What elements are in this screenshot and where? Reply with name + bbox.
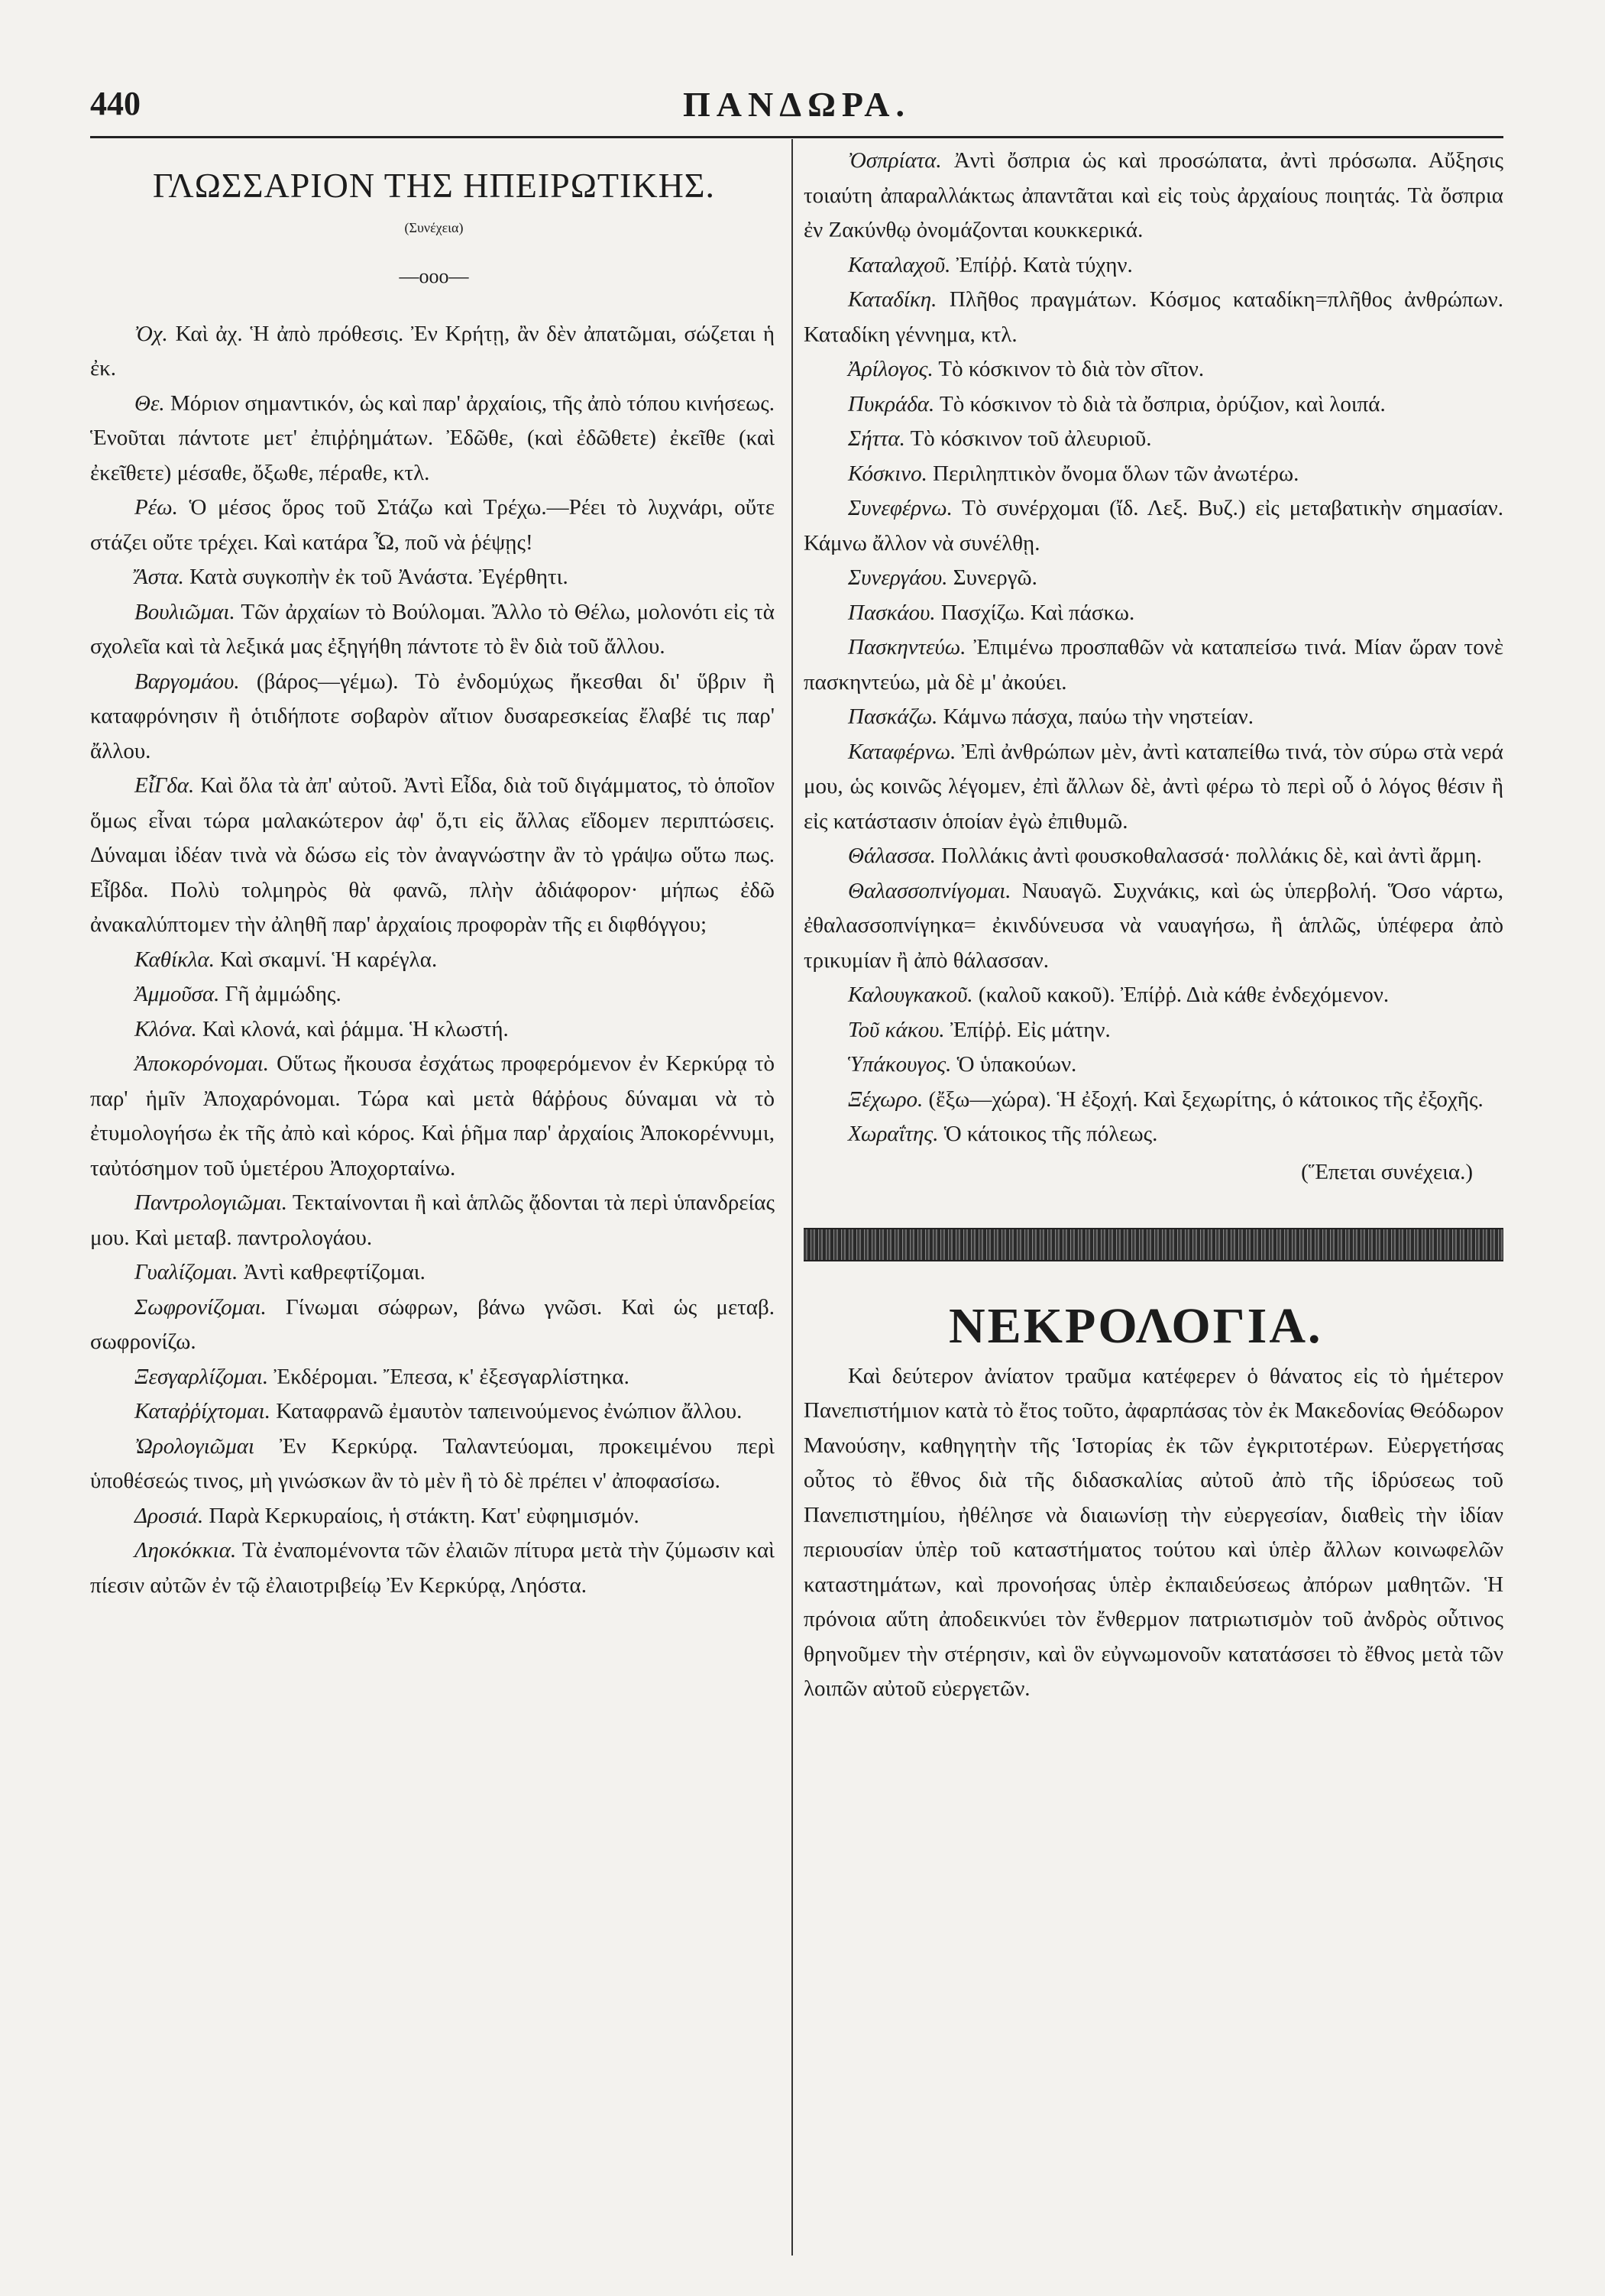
glossary-entry — [90, 1012, 778, 1048]
entry-lemma: Πυκράδα. — [848, 391, 935, 416]
glossary-entry — [90, 317, 778, 387]
entry-definition: (βάρος—γέμω). Τὸ ἐνδομύχως ἤκεσθαι δι' ὕβριν ἢ καταφρόνησιν ἢ ὁτιδήποτε σοβαρὸν αἴτιον δυσαρεσκείας ἔλαβέ τις παρ' ἄλλου. — [90, 669, 775, 763]
glossary-entry — [90, 665, 778, 769]
entry-lemma: Ἀρίλογος. — [848, 357, 934, 381]
glossary-entry — [804, 1013, 1503, 1048]
glossary-entry — [90, 769, 778, 943]
glossary-entry — [804, 630, 1503, 700]
entry-definition: Ναυαγῶ. Συχνάκις, καὶ ὡς ὑπερβολή. Ὅσο νάρτω, ἐθαλασσοπνίγηκα= ἐκινδύνευσα νὰ ναυαγήσω, ἢ ἁπλῶς, ὑπέφερα ἀπὸ τρικυμίαν ἢ ἀπὸ θάλασσαν. — [804, 878, 1503, 973]
entry-definition: Τὸ συνέρχομαι (ἴδ. Λεξ. Βυζ.) εἰς μεταβατικὴν σημασίαν. Κάμνω ἄλλον νὰ συνέλθῃ. — [804, 496, 1503, 555]
entry-definition: (ἔξω—χώρα). Ἡ ἐξοχή. Καὶ ξεχωρίτης, ὁ κάτοικος τῆς ἐξοχῆς. — [923, 1086, 1484, 1112]
glossary-entry — [804, 422, 1503, 457]
entry-definition: Πλῆθος πραγμάτων. Κόσμος καταδίκη=πλῆθος ἀνθρώπων. Καταδίκη γέννημα, κτλ. — [804, 287, 1503, 347]
entry-definition: Ὁ κάτοικος τῆς πόλεως. — [938, 1122, 1158, 1146]
entry-lemma: Γυαλίζομαι. — [134, 1260, 238, 1284]
obituary-text: Καὶ δεύτερον ἀνίατον τραῦμα κατέφερεν ὁ θάνατος εἰς τὸ ἡμέτερον Πανεπιστήμιον κατὰ τὸ ἔτος τοῦτο, ἀφαρπάσας τὸν ἐκ Μακεδονίας Θεόδωρον Μανούσην, καθηγητὴν τῆς Ἱστορίας ἐκ τῶν ἐγκριτοτέρων. Εὐεργετήσας οὗτος τὸ ἔθνος διὰ τῆς διδασκαλίας αὐτοῦ ἀπὸ τῆς ἱδρύσεως τοῦ Πανεπιστημίου, ἠθέλησε νὰ διαιωνίσῃ τὴν εὐεργεσίαν, διαθεὶς τὴν ἰδίαν περιουσίαν ὑπὲρ τοῦ καταστήματος τούτου καὶ ὑπὲρ ἄλλων κοινωφελῶν καταστημάτων, καὶ προνοήσας ὑπὲρ ἐκπαιδεύσεως ἀπόρων μαθητῶν. Ἡ πρόνοια αὕτη ἀποδεικνύει τὸν ἔνθερμον πατριωτισμὸν τοῦ ἀνδρὸς οὗτινος θρηνοῦμεν τὴν στέρησιν, καὶ ὃν εὐγνωμονοῦν κατατάσσει τὸ ἔθνος μετὰ τῶν λοιπῶν αὐτοῦ εὐεργετῶν. — [804, 1363, 1503, 1701]
entry-definition: Ἀντὶ καθρεφτίζομαι. — [238, 1260, 426, 1284]
glossary-entry — [90, 1290, 778, 1360]
entry-lemma: Τοῦ κάκου. — [848, 1017, 945, 1042]
entry-lemma: Καταδίκη. — [848, 287, 937, 312]
entry-lemma: Ἄστα. — [134, 565, 184, 589]
entry-definition: Ἀντὶ ὄσπρια ὡς καὶ προσώπατα, ἀντὶ πρόσωπα. Αὔξησις τοιαύτη ἀπαραλλάκτως ἀπαντᾶται καὶ εἰς τοὺς ἀρχαίους ποιητάς. Τὰ ὄσπρια ἐν Ζακύνθῳ ὀνομάζονται κουκκερικά. — [804, 148, 1503, 242]
entry-definition: Ἐκδέρομαι. Ἔπεσα, κ' ἐξεσγαρλίστηκα. — [268, 1364, 629, 1389]
glossary-entry — [804, 144, 1503, 248]
entry-definition: Ὁ ὑπακούων. — [951, 1052, 1077, 1077]
glossary-entry — [804, 1083, 1503, 1118]
entry-lemma: Ὑπάκουγος. — [848, 1052, 952, 1077]
glossary-entry — [804, 596, 1503, 631]
entry-lemma: Καταῤῥίχτομαι. — [134, 1399, 270, 1423]
entry-lemma: Παντρολογιῶμαι. — [134, 1190, 287, 1215]
entry-definition: Ἐπίῤῥ. Εἰς μάτην. — [944, 1017, 1111, 1042]
glossary-entry — [90, 1499, 778, 1534]
glossary-entry — [90, 943, 778, 978]
glossary-entry — [90, 560, 778, 595]
entry-lemma: Ὀσπρίατα. — [848, 148, 942, 173]
entry-lemma: Ξέχωρο. — [848, 1086, 924, 1112]
entry-definition: Τὸ κόσκινον τοῦ ἀλευριοῦ. — [904, 426, 1152, 451]
left-column — [90, 144, 778, 1603]
column-divider — [791, 139, 793, 2256]
entry-lemma: Ἀποκορόνομαι. — [134, 1051, 270, 1076]
entry-definition: Τὸ κόσκινον τὸ διὰ τὰ ὄσπρια, ὀρύζιον, καὶ λοιπά. — [934, 391, 1386, 416]
entry-lemma: Καθίκλα. — [134, 947, 215, 972]
entry-definition: Πολλάκις ἀντὶ φουσκοθαλασσά· πολλάκις δὲ, καὶ ἀντὶ ἄρμη. — [936, 844, 1482, 868]
entry-lemma: Κόσκινο. — [848, 461, 927, 486]
entry-lemma: Σήττα. — [848, 426, 905, 451]
entry-lemma: Πασκάζω. — [848, 704, 938, 729]
entry-definition: Τὸ κόσκινον τὸ διὰ τὸν σῖτον. — [933, 357, 1205, 381]
glossary-entry — [90, 1360, 778, 1395]
entry-lemma: Πασκηντεύω. — [848, 635, 966, 659]
entry-lemma: ΕἶΓδα. — [134, 773, 195, 798]
glossary-entry — [804, 978, 1503, 1013]
entry-definition: Τῶν ἀρχαίων τὸ Βούλομαι. Ἄλλο τὸ Θέλω, μολονότι εἰς τὰ σχολεῖα καὶ τὰ λεξικά μας ἐξηγήθη πάντοτε τὸ ἓν διὰ τοῦ ἄλλου. — [90, 599, 775, 659]
page-header — [90, 84, 1503, 130]
entry-lemma: Ρέω. — [134, 495, 178, 520]
entry-definition: (καλοῦ κακοῦ). Ἐπίῤῥ. Διὰ κάθε ἐνδεχόμενον. — [972, 983, 1390, 1007]
entry-lemma: Βαργομάου. — [134, 669, 240, 694]
glossary-entry — [90, 595, 778, 665]
entry-lemma: Σωφρονίζομαι. — [134, 1294, 267, 1320]
entry-definition: Καὶ κλονά, καὶ ῥάμμα. Ἡ κλωστή. — [196, 1016, 509, 1041]
journal-title: ΠΑΝΔΩΡΑ. — [683, 85, 911, 124]
right-entries — [804, 144, 1503, 1152]
glossary-entry — [90, 1533, 778, 1603]
entry-definition: Μόριον σημαντικόν, ὡς καὶ παρ' ἀρχαίοις, τῆς ἀπὸ τόπου κινήσεως. Ἑνοῦται πάντοτε μετ' ἐπιῤῥημάτων. Ἐδῶθε, (καὶ ἐδῶθετε) ἐκεῖθε (καὶ ἐκεῖθετε) μέσαθε, ὄξωθε, πέραθε, κτλ. — [90, 390, 775, 485]
entry-lemma: Θαλασσοπνίγομαι. — [848, 878, 1011, 903]
entry-definition: Ἐπίῤῥ. Κατὰ τύχην. — [950, 252, 1133, 277]
right-column — [804, 144, 1503, 1707]
entry-lemma: Συνεργάου. — [848, 565, 948, 590]
glossary-entry — [804, 491, 1503, 561]
entry-definition: Καὶ σκαμνί. Ἡ καρέγλα. — [214, 947, 438, 972]
glossary-entry — [804, 352, 1503, 387]
glossary-entry — [804, 387, 1503, 423]
entry-definition: Γίνωμαι σώφρων, βάνω γνῶσι. Καὶ ὡς μεταβ. σωφρονίζω. — [90, 1294, 775, 1354]
left-entries — [90, 317, 778, 1604]
entry-definition: Ἐν Κερκύρᾳ. Ταλαντεύομαι, προκειμένου περὶ ὑποθέσεώς τινος, μὴ γινώσκων ἂν τὸ μὲν ἢ τὸ δὲ πρέπει ν' ἀποφασίσω. — [90, 1433, 775, 1493]
glossary-entry — [90, 977, 778, 1012]
entry-lemma: Ὠρολογιῶμαι — [134, 1433, 255, 1459]
separator: —οοο— — [399, 265, 469, 287]
entry-definition: Ἐπὶ ἀνθρώπων μὲν, ἀντὶ καταπείθω τινά, τὸν σύρω στὰ νερά μου, ὡς κοινῶς λέγομεν, ἐπὶ ἄλλων δὲ, ἀντὶ φέρω τὸ περὶ οὗ ὁ λόγος θέσιν ἢ εἰς κατάστασιν ὁποίαν ἐγὼ ἐπιθυμῶ. — [804, 739, 1503, 834]
glossary-entry — [90, 1430, 778, 1499]
to-be-continued: (Ἕπεται συνέχεια.) — [1301, 1159, 1473, 1184]
entry-lemma: Θάλασσα. — [848, 844, 937, 868]
entry-lemma: Συνεφέρνω. — [848, 496, 953, 520]
entry-definition: Πασχίζω. Καὶ πάσκω. — [935, 600, 1135, 625]
glossary-entry — [804, 248, 1503, 283]
glossary-entry — [90, 387, 778, 491]
entry-definition: Περιληπτικὸν ὄνομα ὅλων τῶν ἀνωτέρω. — [927, 461, 1299, 486]
glossary-entry — [804, 561, 1503, 596]
glossary-entry — [90, 1186, 778, 1255]
header-rule — [90, 136, 1503, 138]
continued-label: (Συνέχεια) — [404, 219, 464, 235]
entry-definition: Καταφρανῶ ἐμαυτὸν ταπεινούμενος ἐνώπιον ἄλλου. — [270, 1399, 743, 1423]
entry-definition: Κατὰ συγκοπὴν ἐκ τοῦ Ἀνάστα. Ἐγέρθητι. — [183, 565, 568, 589]
entry-lemma: Δροσιά. — [134, 1503, 204, 1528]
glossary-entry — [804, 1117, 1503, 1152]
entry-lemma: Καταλαχοῦ. — [848, 252, 951, 277]
glossary-title: ΓΛΩΣΣΑΡΙΟΝ ΤΗΣ ΗΠΕΙΡΩΤΙΚΗΣ. — [152, 166, 716, 205]
obituary-title: ΝΕΚΡΟΛΟΓΙΑ. — [949, 1298, 1323, 1354]
glossary-entry — [90, 491, 778, 560]
glossary-entry — [804, 874, 1503, 979]
glossary-entry — [804, 735, 1503, 840]
page-number: 440 — [90, 85, 141, 122]
entry-definition: Ὁ μέσος ὅρος τοῦ Στάζω καὶ Τρέχω.—Ρέει τὸ λυχνάρι, οὔτε στάζει οὔτε τρέχει. Καὶ κατάρα Ὦ, ποῦ νὰ ῥέψῃς! — [90, 495, 775, 555]
entry-lemma: Καταφέρνω. — [848, 739, 956, 764]
entry-lemma: Χωραΐτης. — [848, 1122, 939, 1146]
entry-definition: Ἐπιμένω προσπαθῶν νὰ καταπείσω τινά. Μίαν ὥραν τονὲ πασκηντεύω, μὰ δὲ μ' ἀκούει. — [804, 635, 1503, 695]
entry-definition: Παρὰ Κερκυραίοις, ἡ στάκτη. Κατ' εὐφημισμόν. — [203, 1503, 639, 1528]
ornamental-banner — [804, 1228, 1503, 1261]
entry-lemma: Καλουγκακοῦ. — [848, 983, 973, 1007]
entry-lemma: Κλόνα. — [134, 1016, 197, 1041]
entry-lemma: Θε. — [134, 390, 165, 416]
glossary-entry — [804, 457, 1503, 492]
glossary-entry — [90, 1394, 778, 1430]
entry-definition: Τὰ ἐναπομένοντα τῶν ἐλαιῶν πίτυρα μετὰ τὴν ζύμωσιν καὶ πίεσιν αὐτῶν ἐν τῷ ἐλαιοτριβείῳ Ἐν Κερκύρᾳ, Ληόστα. — [90, 1538, 775, 1598]
entry-definition: Οὕτως ἤκουσα ἐσχάτως προφερόμενον ἐν Κερκύρᾳ τὸ παρ' ἡμῖν Ἀποχαρόνομαι. Τώρα καὶ μετὰ θάῤῥους δύναμαι νὰ τὸ ἐτυμολογήσω ἐκ τῆς ἀπὸ καὶ κόρος. Καὶ ῥῆμα παρ' ἀρχαίοις Ἀποκορέννυμι, ταὐτόσημον τοῦ ὑμετέρου Ἀποχορταίνω. — [90, 1051, 775, 1180]
glossary-entry — [804, 1048, 1503, 1083]
glossary-entry — [90, 1047, 778, 1186]
entry-definition: Κάμνω πάσχα, παύω τὴν νηστείαν. — [937, 704, 1254, 729]
glossary-entry — [804, 283, 1503, 352]
entry-definition: Τεκταίνονται ἢ καὶ ἁπλῶς ᾄδονται τὰ περὶ ὑπανδρείας μου. Καὶ μεταβ. παντρολογάου. — [90, 1190, 775, 1250]
entry-definition: Συνεργῶ. — [947, 565, 1037, 590]
entry-lemma: Ληοκόκκια. — [134, 1538, 237, 1563]
glossary-entry — [90, 1255, 778, 1290]
glossary-entry — [804, 700, 1503, 735]
entry-lemma: Ὀχ. — [134, 321, 168, 346]
entry-definition: Γῆ ἀμμώδης. — [219, 982, 341, 1006]
entry-definition: Καὶ ὄλα τὰ ἀπ' αὐτοῦ. Ἀντὶ Εἶδα, διὰ τοῦ διγάμματος, τὸ ὁποῖον ὅμως εἶναι τώρα μαλακώτερον ἀφ' ὅ,τι εἰς ἄλλας εἴδομεν περιπτώσεις. Δύναμαι ἰδέαν τινὰ νὰ δώσω εἰς τὸν ἀναγνώστην ἂν τὸ γράψω οὕτω πως. Εἶβδα. Πολὺ τολμηρὸς θὰ φανῶ, πλὴν ἀδιάφορον· μήπως ἐδῶ ἀνακαλύπτομεν τὴν ἀληθῆ παρ' ἀρχαίοις προφορὰν τῆς ει διφθόγγου; — [90, 773, 775, 937]
entry-lemma: Ἀμμοῦσα. — [134, 982, 220, 1006]
glossary-entry — [804, 839, 1503, 874]
entry-lemma: Ξεσγαρλίζομαι. — [134, 1364, 269, 1389]
entry-lemma: Βουλιῶμαι. — [134, 599, 235, 624]
entry-lemma: Πασκάου. — [848, 600, 936, 625]
entry-definition: Καὶ ἀχ. Ἡ ἀπὸ πρόθεσις. Ἐν Κρήτῃ, ἂν δὲν ἀπατῶμαι, σώζεται ἡ ἐκ. — [90, 321, 775, 381]
